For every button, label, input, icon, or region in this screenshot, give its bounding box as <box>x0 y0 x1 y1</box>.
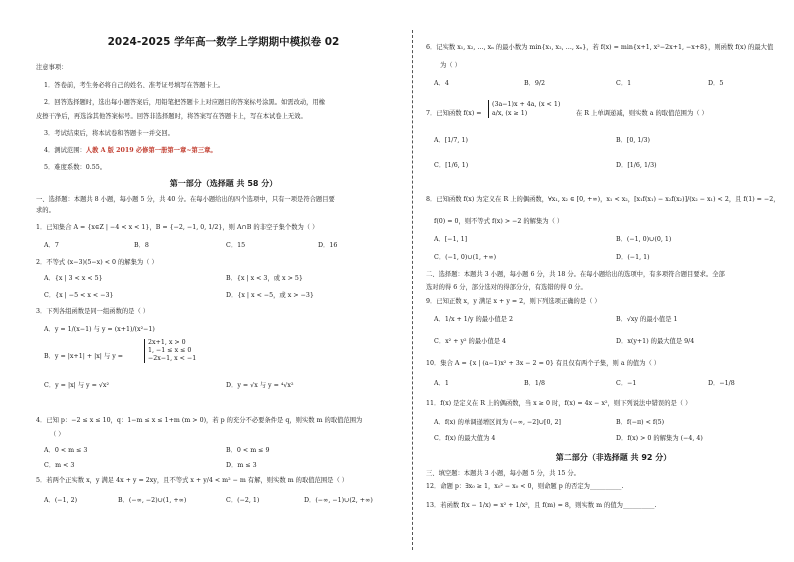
q9-stem: 9．已知正数 x，y 满足 x + y = 2，则下列选项正确的是（ ） <box>426 298 601 305</box>
scope-value: 人教 A 版 2019 必修第一册第一章~第三章。 <box>85 147 217 154</box>
q7-cases <box>488 100 560 118</box>
notice-item-4 <box>44 147 411 155</box>
part1-intro-1: 一、选择题：本题共 8 小题，每小题 5 分，共 40 分。在每小题给出的四个选项中，只有一项是符合题目要 <box>36 196 335 203</box>
q8-option-d: D．(−1, 1) <box>616 254 650 261</box>
q11-stem: 11．f(x) 是定义在 R 上的偶函数，当 x ≥ 0 时，f(x) = 4x − x²，则下列说法中错误的是（ ） <box>426 400 692 407</box>
q8-option-b: B．(−1, 0)∪(0, 1) <box>616 236 672 243</box>
q1-option-d: D．16 <box>318 242 338 249</box>
q1-option-a: A．7 <box>44 242 59 249</box>
q7-stem-post: 在 R 上单调递减，则实数 a 的取值范围为（ ） <box>576 110 708 117</box>
q4-option-a: A．0 < m ≤ 3 <box>44 447 88 454</box>
q7-stem-pre: 7．已知函数 f(x) = <box>426 110 482 117</box>
q9-option-a: A．1/x + 1/y 的最小值是 2 <box>434 316 513 323</box>
q2-option-b: B．{x | x < 3，或 x > 5} <box>226 275 303 282</box>
q8-stem-cont: f(0) = 0，则不等式 f(x) > −2 的解集为（ ） <box>434 218 564 225</box>
q10-option-a: A．1 <box>434 380 449 387</box>
q7-option-b: B．[0, 1/3) <box>616 137 650 144</box>
scope-prefix: 4．测试范围： <box>44 147 86 154</box>
q8-option-c: C．(−1, 0)∪(1, +∞) <box>434 254 497 261</box>
q1-stem: 1．已知集合 A = {x∈Z | −4 < x < 1}，B = {−2, −1, 0, 1/2}，则 A∩B 的非空子集个数为（ ） <box>36 224 319 231</box>
column-divider <box>412 30 414 550</box>
q3-option-a: A．y = 1/(x−1) 与 y = (x+1)/(x²−1) <box>44 326 155 333</box>
q7-case-1: (3a−1)x + 4a, (x < 1) <box>492 101 561 108</box>
q2-option-d: D．{x | x < −5，或 x > −3} <box>226 292 314 299</box>
q6-option-d: D．5 <box>708 80 724 87</box>
q7-option-c: C．[1/6, 1) <box>434 162 469 169</box>
part2-intro-1: 二、选择题：本题共 3 小题，每小题 6 分，共 18 分。在每小题给出的选项中，有多项符合题目要求。全部 <box>426 271 725 278</box>
exam-title: 2024-2025 学年高一数学上学期期中模拟卷 02 <box>107 36 340 48</box>
part3-intro: 三、填空题：本题共 3 小题，每小题 5 分，共 15 分。 <box>426 470 580 477</box>
part3-heading: 第二部分（非选择题 共 92 分） <box>555 453 672 462</box>
q5-option-d: D．(−∞, −1)∪(2, +∞) <box>304 497 373 504</box>
left-column <box>36 0 411 562</box>
q10-option-c: C．−1 <box>616 380 637 387</box>
q2-stem: 2．不等式 (x−3)(5−x) < 0 的解集为（ ） <box>36 259 158 266</box>
right-column <box>426 0 794 562</box>
q5-stem: 5．若两个正实数 x，y 满足 4x + y = 2xy，且不等式 x + y/4 < m² − m 有解，则实数 m 的取值范围是（ ） <box>36 477 349 484</box>
q12-stem: 12．命题 p：∃x₀ ≥ 1，x₀² − x₀ < 0，则命题 p 的否定为__________. <box>426 483 624 490</box>
q3-case-3: −2x−1, x < −1 <box>148 355 197 362</box>
q11-option-c: C．f(x) 的最大值为 4 <box>434 435 496 442</box>
q8-stem: 8．已知函数 f(x) 为定义在 R 上的偶函数，∀x₁, x₂ ∈ [0, +∞)，x₁ < x₂，[x₁f(x₁) − x₂f(x₂)]/(x₂ − x₁) < 2，且 f(1) = −2， <box>426 196 780 203</box>
part1-intro-2: 求的。 <box>36 207 55 214</box>
q7-option-d: D．[1/6, 1/3) <box>616 162 657 169</box>
notice-item-1: 1．答卷前，考生务必将自己的姓名、准考证号填写在答题卡上。 <box>44 82 225 89</box>
q10-option-d: D．−1/8 <box>708 380 735 387</box>
q10-stem: 10．集合 A = {x | (a−1)x² + 3x − 2 = 0} 有且仅有两个子集，则 a 的值为（ ） <box>426 360 661 367</box>
q3-option-b-cases <box>144 339 196 363</box>
q4-option-c: C．m < 3 <box>44 462 75 469</box>
q9-option-b: B．√xy 的最小值是 1 <box>616 316 678 323</box>
q6-stem: 6．记实数 x₁, x₂, …, xₙ 的最小数为 min{x₁, x₂, …, xₙ}，若 f(x) = min{x+1, x²−2x+1, −x+8}，则函数 f(x) 的最大值 <box>426 44 774 51</box>
q3-case-1: 2x+1, x > 0 <box>148 339 186 346</box>
q6-option-a: A．4 <box>434 80 449 87</box>
q6-option-b: B．9/2 <box>524 80 546 87</box>
q10-option-b: B．1/8 <box>524 380 546 387</box>
q3-option-b-label: B．y = |x+1| + |x| 与 y = <box>44 353 124 360</box>
q11-option-a: A．f(x) 的单调递增区间为 (−∞, −2]∪[0, 2] <box>434 419 561 426</box>
q5-option-b: B．(−∞, −2)∪(1, +∞) <box>118 497 187 504</box>
part1-heading: 第一部分（选择题 共 58 分） <box>169 179 278 188</box>
q13-stem: 13．若函数 f(x − 1/x) = x² + 1/x²，且 f(m) = 8，则实数 m 的值为__________. <box>426 502 657 509</box>
notice-item-5: 5．难度系数：0.55。 <box>44 164 107 171</box>
q9-option-c: C．x² + y² 的最小值是 4 <box>434 338 507 345</box>
q2-option-a: A．{x | 3 < x < 5} <box>44 275 103 282</box>
q3-case-2: 1, −1 ≤ x ≤ 0 <box>148 347 192 354</box>
q2-option-c: C．{x | −5 < x < −3} <box>44 292 114 299</box>
q7-option-a: A．[1/7, 1) <box>434 137 468 144</box>
notice-item-3: 3．考试结束后，将本试卷和答题卡一并交回。 <box>44 130 174 137</box>
q4-option-d: D．m ≤ 3 <box>226 462 257 469</box>
q3-stem: 3．下列各组函数是同一组函数的是（ ） <box>36 308 150 315</box>
q4-stem: 4．已知 p：−2 ≤ x ≤ 10，q：1−m ≤ x ≤ 1+m (m > 0)，若 p 的充分不必要条件是 q，则实数 m 的取值范围为 <box>36 417 363 424</box>
q11-option-b: B．f(−π) < f(5) <box>616 419 665 426</box>
q7-case-2: a/x, (x ≥ 1) <box>492 110 528 117</box>
q9-option-d: D．x(y+1) 的最大值是 9/4 <box>616 338 695 345</box>
q6-option-c: C．1 <box>616 80 632 87</box>
notice-item-2-cont: 皮擦干净后，再选涂其他答案标号。回答非选择题时，将答案写在答题卡上，写在本试卷上无效。 <box>36 113 307 120</box>
q8-option-a: A．[−1, 1] <box>434 236 468 243</box>
q1-option-b: B．8 <box>134 242 149 249</box>
q3-option-d: D．y = √x 与 y = ⁴√x² <box>226 382 294 389</box>
notice-heading: 注意事项： <box>36 64 68 71</box>
q1-option-c: C．15 <box>226 242 246 249</box>
part2-intro-2: 选对的得 6 分，部分选对的得部分分，有选错的得 0 分。 <box>426 284 587 291</box>
q5-option-a: A．(−1, 2) <box>44 497 78 504</box>
notice-item-2: 2．回答选择题时，选出每小题答案后，用铅笔把答题卡上对应题目的答案标号涂黑。如需改动，用橡 <box>44 99 326 106</box>
q5-option-c: C．(−2, 1) <box>226 497 260 504</box>
q6-stem-cont: 为（ ） <box>440 62 461 69</box>
q4-stem-bracket: （ ） <box>50 431 65 438</box>
q3-option-c: C．y = |x| 与 y = √x² <box>44 382 109 389</box>
q4-option-b: B．0 < m ≤ 9 <box>226 447 270 454</box>
q11-option-d: D．f(x) > 0 的解集为 (−4, 4) <box>616 435 703 442</box>
